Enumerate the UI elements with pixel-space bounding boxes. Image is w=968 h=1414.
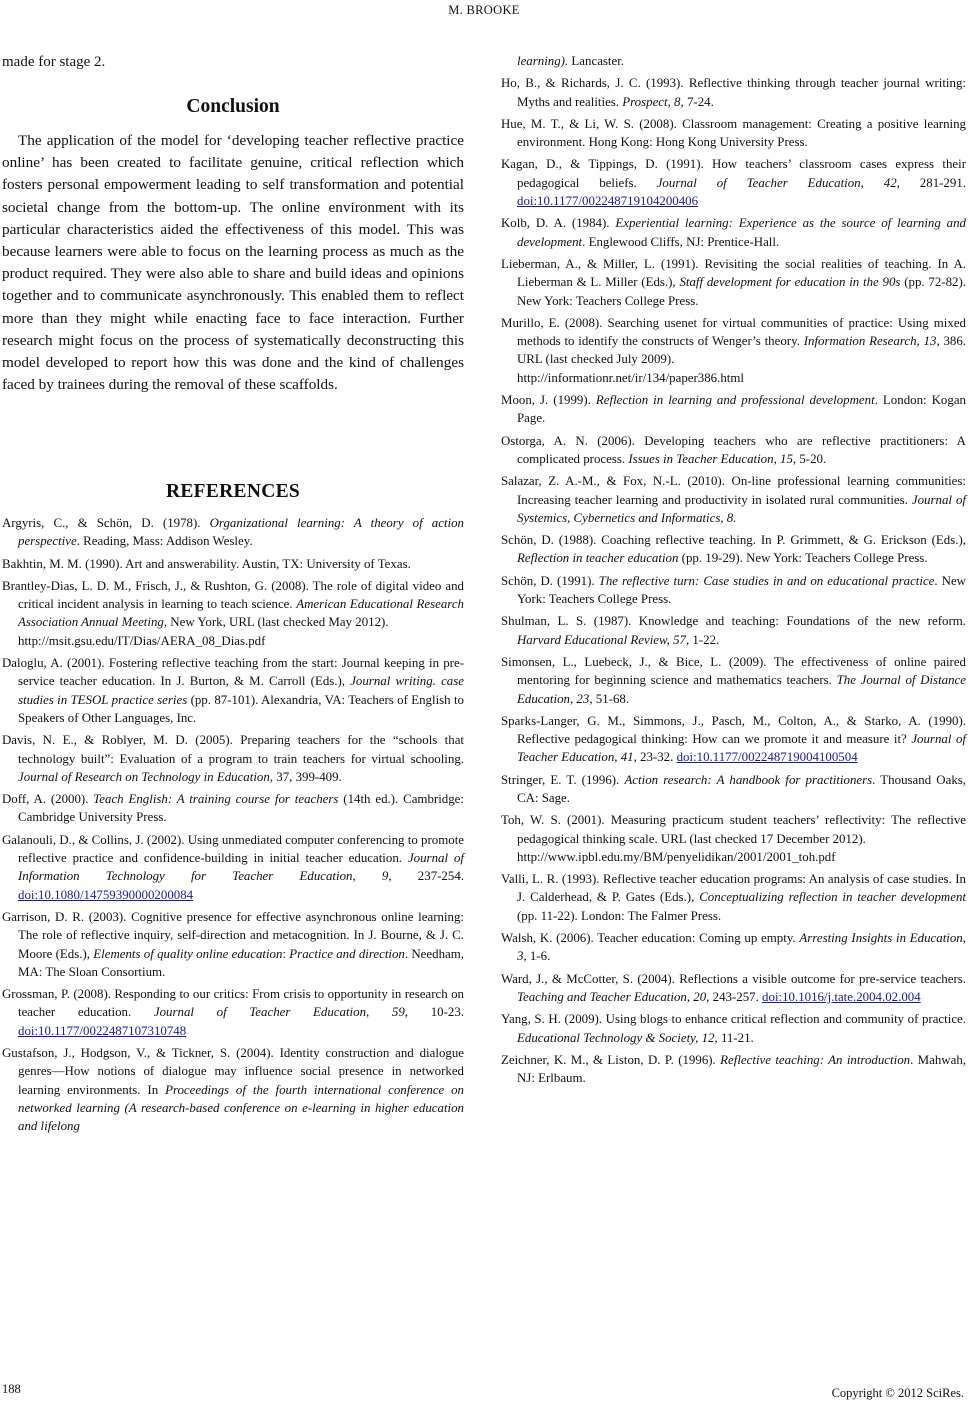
- reference-text: Grossman, P. (2008). Responding to our critics: From crisis to opportunity in research on teacher education.: [2, 987, 464, 1020]
- reference-entry: [501, 811, 966, 866]
- reference-italic-text: The Journal of Distance Education, 23,: [517, 673, 966, 706]
- reference-italic-text: Journal writing. case studies in TESOL practice series: [18, 674, 464, 707]
- reference-list-right: [501, 52, 966, 1091]
- reference-entry: [501, 432, 966, 469]
- reference-italic-text: Action research: A handbook for practitioners: [624, 772, 873, 787]
- reference-text: Salazar, Z. A.-M., & Fox, N.-L. (2010). On-line professional learning communities: Increasing teacher learning and productivity in isolated rural communities.: [501, 474, 966, 507]
- reference-entry: [501, 1010, 966, 1047]
- reference-text: Brantley-Dias, L. D. M., Frisch, J., & Rushton, G. (2008). The role of digital video and critical incident analysis in learning to teach science.: [2, 578, 464, 612]
- reference-url[interactable]: http://informationr.net/ir/134/paper386.html: [517, 370, 744, 385]
- doi-link[interactable]: doi:10.1016/j.tate.2004.02.004: [762, 989, 921, 1004]
- reference-text: 10-23.: [408, 1005, 464, 1020]
- reference-text: 5-20.: [796, 451, 827, 466]
- reference-text: 243-257.: [709, 989, 763, 1004]
- reference-italic-text: Elements of quality online education: [93, 946, 283, 961]
- reference-entry: [2, 731, 464, 786]
- reference-italic-text: Journal of Teacher Education, 41,: [517, 732, 966, 765]
- reference-text: 1-22.: [689, 632, 720, 647]
- reference-entry: [501, 870, 966, 925]
- reference-entry: [2, 654, 464, 727]
- reference-text: Galanouli, D., & Collins, J. (2002). Using unmediated computer conferencing to promote reflective practice and confidence-building in initial teacher education.: [2, 832, 464, 866]
- reference-italic-text: Conceptualizing reflection in teacher development: [699, 890, 966, 905]
- reference-text: Toh, W. S. (2001). Measuring practicum student teachers’ reflectivity: The reflective pedagogical thinking scale. URL (last checked 17 December 2012).: [501, 813, 966, 846]
- reference-text: . Mahwah, NJ: Erlbaum.: [517, 1052, 967, 1086]
- reference-text: Schön, D. (1988). Coaching reflective teaching. In P. Grimmett, & G. Erickson (Eds.),: [501, 533, 966, 548]
- reference-italic-text: Reflection in teacher education: [517, 551, 679, 566]
- reference-text: 23-32.: [636, 750, 677, 765]
- reference-entry: [2, 1044, 464, 1135]
- reference-entry: [501, 929, 966, 966]
- reference-entry: [501, 52, 966, 70]
- reference-entry: [501, 653, 966, 708]
- reference-text: Shulman, L. S. (1987). Knowledge and teaching: Foundations of the new reform.: [501, 614, 966, 629]
- reference-italic-text: Staff development for education in the 90s: [679, 275, 901, 290]
- reference-entry: [501, 214, 966, 251]
- reference-italic-text: Proceedings of the fourth international conference on networked learning (A research-based conference on e-learning in higher education and lifelong: [18, 1082, 464, 1134]
- reference-text: (pp. 72-82). New York: Teachers College Press.: [517, 275, 966, 308]
- reference-entry: [2, 908, 464, 981]
- reference-text: 7-24.: [683, 94, 714, 109]
- reference-text: (pp. 19-29). New York: Teachers College Press.: [678, 551, 928, 566]
- reference-text: Ho, B., & Richards, J. C. (1993). Reflective thinking through teacher journal writing: Myths and realities.: [501, 76, 966, 109]
- reference-entry: [2, 831, 464, 904]
- reference-text: 11-21.: [717, 1030, 754, 1045]
- reference-text: Kagan, D., & Tippings, D. (1991). How teachers’ classroom cases express their pedagogical beliefs.: [501, 157, 966, 190]
- reference-text: 51-68.: [592, 691, 630, 706]
- reference-italic-text: learning).: [517, 54, 569, 68]
- reference-text: Davis, N. E., & Roblyer, M. D. (2005). Preparing teachers for the “schools that technology built”: Evaluation of a program to train teachers for virtual schooling.: [2, 733, 464, 766]
- reference-text: Ward, J., & McCotter, S. (2004). Reflections a visible outcome for pre-service teachers.: [501, 971, 966, 986]
- reference-italic-text: Journal of Research on Technology in Education: [18, 769, 270, 784]
- reference-italic-text: Teaching and Teacher Education, 20,: [517, 989, 710, 1004]
- reference-url[interactable]: http://msit.gsu.edu/IT/Dias/AERA_08_Dias.pdf: [18, 633, 266, 648]
- reference-text: Valli, L. R. (1993). Reflective teacher education programs: An analysis of case studies. In J. Calderhead, & P. Gates (Eds.),: [501, 872, 966, 905]
- reference-text: :: [282, 946, 290, 961]
- reference-text: Gustafson, J., Hodgson, V., & Tickner, S. (2004). Identity construction and dialogue genres—How notions of dialogue may influence social presence in networked learning environments. In: [2, 1046, 464, 1097]
- conclusion-paragraph: The application of the model for ‘developing teacher reflective practice online’ has been created to facilitate genuine, critical reflection which fosters personal empowerment leading to self transformation and potential societal change from the bottom-up. The online environment with its particular characteristics aided the effectiveness of this model. This was because learners were able to focus on the learning process as much as the product required. They were also able to share and build ideas and opinions together and to communicate asynchronously. This enabled them to reflect more than they might while enacting face to face interaction. Further research might focus on the process of systematically deconstructing this model developed to report how this was done and the kind of challenges faced by trainees during the removal of these scaffolds.: [2, 132, 464, 394]
- reference-text: Moon, J. (1999).: [501, 393, 596, 408]
- reference-text: Simonsen, L., Luebeck, J., & Bice, L. (2009). The effectiveness of online paired mentoring for beginning science and mathematics teachers.: [501, 654, 966, 688]
- doi-link[interactable]: doi:10.1177/002248719104200406: [517, 194, 699, 209]
- running-head: M. BROOKE: [448, 3, 520, 17]
- reference-entry: [501, 115, 966, 152]
- reference-entry: [501, 712, 966, 767]
- reference-entry: [501, 970, 966, 1007]
- doi-link[interactable]: doi:10.1177/002248719004100504: [676, 750, 858, 765]
- reference-italic-text: Educational Technology & Society, 12,: [517, 1030, 718, 1045]
- reference-entry: [2, 555, 464, 573]
- doi-link[interactable]: doi:10.1177/0022487107310748: [18, 1023, 187, 1038]
- reference-text: ,: [962, 931, 966, 946]
- reference-entry: [501, 1051, 966, 1088]
- reference-text: . Englewood Cliffs, NJ: Prentice-Hall.: [582, 234, 780, 249]
- reference-entry: [2, 577, 464, 650]
- reference-entry: [501, 472, 966, 527]
- reference-text: 281-291.: [899, 175, 966, 190]
- reference-italic-text: Organizational learning: A theory of action perspective: [18, 516, 464, 549]
- reference-text: Argyris, C., & Schön, D. (1978).: [2, 516, 210, 530]
- reference-italic-text: The reflective turn: Case studies in and on educational practice: [598, 573, 935, 588]
- conclusion-heading: Conclusion: [186, 96, 280, 117]
- reference-italic-text: Experiential learning: Experience as the source of learning and development: [517, 216, 966, 249]
- reference-text: Ostorga, A. N. (2006). Developing teachers who are reflective practitioners: A complicated process.: [501, 433, 966, 466]
- references-heading: REFERENCES: [165, 481, 301, 502]
- reference-text: 237-254.: [391, 869, 464, 884]
- reference-text: Garrison, D. R. (2003). Cognitive presence for effective asynchronous online learning: The role of reflective inquiry, self-direction and metacognition. In J. Bourne, & J. C. Moore (Eds.),: [2, 909, 464, 961]
- reference-text: 386. URL (last checked July 2009).: [517, 334, 967, 367]
- reference-italic-text: 3,: [517, 949, 527, 964]
- reference-text: . Reading, Mass: Addison Wesley.: [76, 534, 253, 549]
- reference-entry: [501, 391, 966, 428]
- reference-italic-text: Teach English: A training course for teachers: [93, 792, 339, 807]
- reference-text: Lancaster.: [568, 54, 625, 68]
- reference-italic-text: Journal of Systemics, Cybernetics and Informatics, 8.: [517, 492, 966, 525]
- reference-text: Kolb, D. A. (1984).: [501, 216, 616, 231]
- reference-text: (pp. 87-101). Alexandria, VA: Teachers of English to Speakers of Other Languages, Inc.: [18, 692, 464, 725]
- reference-text: (14th ed.). Cambridge: Cambridge University Press.: [18, 792, 464, 825]
- reference-text: . London: Kogan Page.: [517, 393, 966, 426]
- reference-italic-text: Arresting Insights in Education: [799, 931, 963, 946]
- reference-italic-text: Reflection in learning and professional development: [595, 393, 875, 408]
- reference-entry: [501, 314, 966, 387]
- reference-text: Doff, A. (2000).: [2, 792, 94, 807]
- reference-entry: [501, 74, 966, 111]
- reference-italic-text: Journal of Teacher Education, 42,: [656, 175, 900, 190]
- reference-text: (pp. 11-22). London: The Falmer Press.: [517, 908, 722, 923]
- reference-entry: [2, 985, 464, 1040]
- reference-text: . Thousand Oaks, CA: Sage.: [517, 772, 967, 805]
- reference-entry: [501, 612, 966, 649]
- copyright-notice: Copyright © 2012 SciRes.: [831, 1386, 964, 1400]
- page-number: 188: [2, 1382, 21, 1396]
- reference-italic-text: Issues in Teacher Education, 15,: [628, 451, 797, 466]
- reference-list-left: [2, 514, 464, 1140]
- reference-url[interactable]: http://www.ipbl.edu.my/BM/penyelidikan/2001/2001_toh.pdf: [517, 849, 836, 864]
- reference-italic-text: Practice and direction: [289, 946, 405, 961]
- reference-text: Hue, M. T., & Li, W. S. (2008). Classroom management: Creating a positive learning environment. Hong Kong: Hong Kong University Press.: [501, 116, 966, 150]
- reference-entry: [501, 155, 966, 210]
- reference-text: Stringer, E. T. (1996).: [501, 772, 625, 787]
- reference-text: . New York: Teachers College Press.: [517, 573, 966, 607]
- reference-entry: [501, 771, 966, 808]
- reference-entry: [501, 572, 966, 609]
- reference-text: Zeichner, K. M., & Liston, D. P. (1996).: [501, 1052, 721, 1067]
- reference-entry: [2, 514, 464, 551]
- reference-italic-text: American Educational Research Association Annual Meeting: [18, 597, 464, 630]
- reference-text: Schön, D. (1991).: [501, 573, 599, 588]
- reference-text: Bakhtin, M. M. (1990). Art and answerability. Austin, TX: University of Texas.: [2, 556, 411, 571]
- doi-link[interactable]: doi:10.1080/14759390000200084: [18, 887, 194, 902]
- reference-text: 1-6.: [526, 949, 551, 964]
- reference-text: Lieberman, A., & Miller, L. (1991). Revisiting the social realities of teaching. In A. Lieberman & L. Miller (Eds.),: [501, 256, 966, 290]
- continued-text: made for stage 2.: [2, 54, 106, 70]
- reference-text: Yang, S. H. (2009). Using blogs to enhance critical reflection and community of practice.: [501, 1012, 966, 1027]
- reference-text: , New York, URL (last checked May 2012).: [163, 615, 389, 630]
- reference-italic-text: Reflective teaching: An introduction: [720, 1052, 911, 1067]
- reference-italic-text: Prospect, 8,: [622, 94, 684, 109]
- reference-italic-text: Journal of Information Technology for Teacher Education, 9,: [18, 851, 464, 884]
- reference-text: . Needham, MA: The Sloan Consortium.: [18, 946, 464, 979]
- reference-italic-text: Journal of Teacher Education, 59,: [153, 1005, 409, 1020]
- reference-italic-text: Harvard Educational Review, 57,: [517, 632, 690, 647]
- reference-entry: [501, 531, 966, 568]
- reference-entry: [2, 790, 464, 827]
- reference-text: Sparks-Langer, G. M., Simmons, J., Pasch, M., Colton, A., & Starko, A. (1990). Reflective pedagogical thinking: How can we promote it and measure it?: [501, 713, 966, 747]
- reference-text: Murillo, E. (2008). Searching usenet for virtual communities of practice: Using mixed methods to identify the constructs of Wenger’s theory.: [501, 315, 966, 349]
- reference-text: Walsh, K. (2006). Teacher education: Coming up empty.: [501, 931, 800, 946]
- reference-text: , 37, 399-409.: [269, 769, 342, 784]
- reference-italic-text: Information Research, 13,: [803, 334, 940, 349]
- reference-entry: [501, 255, 966, 310]
- reference-text: Daloglu, A. (2001). Fostering reflective teaching from the start: Journal keeping in pre-service teacher education. In J. Burton, & M. Carroll (Eds.),: [2, 656, 464, 689]
